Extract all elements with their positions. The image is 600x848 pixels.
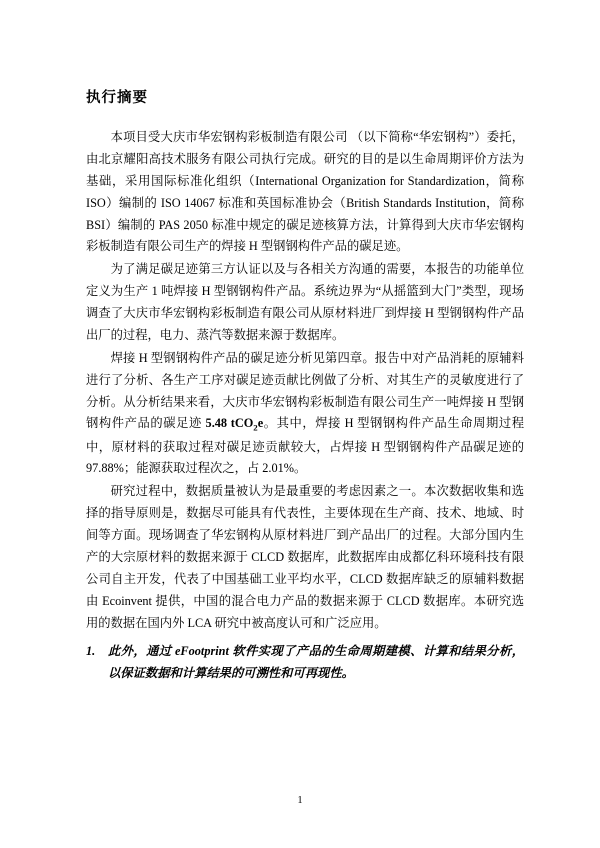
numbered-item	[86, 641, 524, 685]
numbered-item-text: 此外，通过 eFootprint 软件实现了产品的生命周期建模、计算和结果分析，以保证数据和计算结果的可溯性和可再现性。	[108, 644, 524, 681]
paragraph-3: 焊接 H 型钢钢构件产品的碳足迹分析见第四章。报告中对产品消耗的原辅料进行了分析、各生产工序对碳足迹贡献比例做了分析、对其生产的灵敏度进行了分析。从分析结果来看，大庆市华宏钢构彩板制造有限公司生产一吨焊接 H 型钢钢构件产品的碳足迹 5.48 tCO$_2$e。其中，焊接 H 型钢钢构件产品生命周期过程中，原材料的获取过程对碳足迹贡献较大，占焊接 H 型钢钢构件产品碳足迹的 97.88%；能源获取过程次之，占 2.01%。	[86, 350, 524, 476]
numbered-item-number: 1.	[86, 644, 96, 659]
page-number: 1	[297, 795, 303, 806]
page-title: 执行摘要	[86, 90, 148, 106]
paragraph-4: 研究过程中，数据质量被认为是最重要的考虑因素之一。本次数据收集和选择的指导原则是，数据尽可能具有代表性，主要体现在生产商、技术、地域、时间等方面。现场调查了华宏钢构从原材料进厂到产品出厂的过程。大部分国内生产的大宗原材料的数据来源于 CLCD 数据库，此数据库由成都亿科环境科技有限公司自主开发，代表了中国基础工业平均水平，CLCD 数据库缺乏的原辅料数据由 Ecoinvent 提供，中国的混合电力产品的数据来源于 CLCD 数据库。本研究选用的数据在国内外 LCA 研究中被高度认可和广泛应用。	[86, 484, 524, 630]
paragraph-2: 为了满足碳足迹第三方认证以及与各相关方沟通的需要，本报告的功能单位定义为生产 1 吨焊接 H 型钢钢构件产品。系统边界为“从摇篮到大门”类型，现场调查了大庆市华宏钢构彩板制造有限公司从原材料进厂到焊接 H 型钢钢构件产品出厂的过程，电力、蒸汽等数据来源于数据库。	[86, 262, 524, 342]
paragraph-1: 本项目受大庆市华宏钢构彩板制造有限公司 （以下简称“华宏钢构”）委托，由北京耀阳高技术服务有限公司执行完成。研究的目的是以生命周期评价方法为基础，采用国际标准化组织（International Organization for Standardization，简称ISO）编制的 ISO 14067 标准和英国标准协会（British Standards Institution，简称BSI）编制的 PAS 2050 标准中规定的碳足迹核算方法，计算得到大庆市华宏钢构彩板制造有限公司生产的焊接 H 型钢钢构件产品的碳足迹。	[86, 130, 524, 254]
